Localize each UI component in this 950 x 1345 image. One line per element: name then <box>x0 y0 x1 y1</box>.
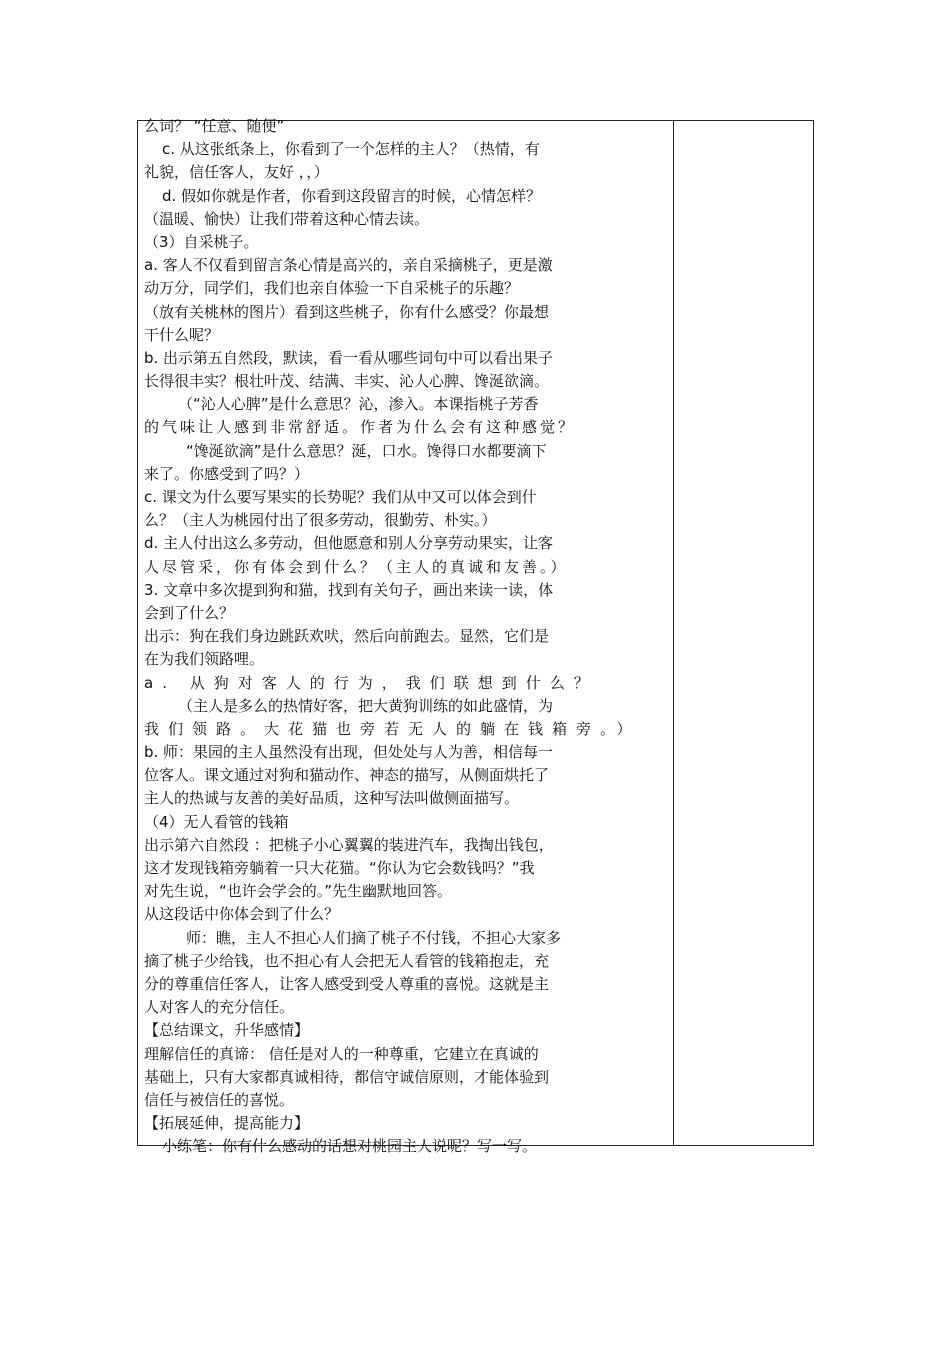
text-line: 在为我们领路哩。 <box>144 650 265 669</box>
text-line: 么？（主人为桃园付出了很多劳动，很勤劳、朴实。） <box>144 511 497 530</box>
text-line: （温暖、愉快）让我们带着这种心情去读。 <box>144 209 430 228</box>
text-line: 主人的热诚与友善的美好品质，这种写法叫做侧面描写。 <box>144 789 520 808</box>
text-line: 会到了什么？ <box>144 603 235 622</box>
text-line: 理解信任的真谛： 信任是对人的一种尊重，它建立在真诚的 <box>144 1044 539 1063</box>
text-line: （放有关桃林的图片）看到这些桃子，你有什么感受？你最想 <box>144 302 550 321</box>
text-line: 么词？ “任意、随便” <box>144 117 285 135</box>
text-line: 师：瞧，主人不担心人们摘了桃子不付钱，不担心大家多 <box>186 928 562 947</box>
text-line: 来了。你感受到了吗？） <box>144 464 310 483</box>
text-line: “馋涎欲滴”是什么意思？涎，口水。馋得口水都要滴下 <box>186 441 547 460</box>
text-line: 从这段话中你体会到了什么？ <box>144 905 340 924</box>
text-line: 的气味让人感到非常舒适。作者为什么会有这种感觉？ <box>144 418 577 437</box>
text-line: 礼貌，信任客人，友好 ，，） <box>144 163 329 182</box>
text-line: 出示：狗在我们身边跳跃欢吠，然后向前跑去。显然，它们是 <box>144 627 550 646</box>
table-column-divider <box>673 120 674 1146</box>
text-line: b. 师：果园的主人虽然没有出现，但处处与人为善，相信每一 <box>144 743 554 762</box>
text-line: c. 课文为什么要写果实的长势呢？我们从中又可以体会到什 <box>144 488 537 506</box>
text-line: 基础上，只有大家都真诚相待，都信守诚信原则，才能体验到 <box>144 1067 550 1086</box>
text-line: 摘了桃子少给钱，也不担心有人会把无人看管的钱箱抱走，充 <box>144 951 550 970</box>
text-line: 长得很丰实？根壮叶茂、结满、丰实、沁人心脾、馋涎欲滴。 <box>144 372 550 391</box>
text-line: 动万分，同学们，我们也亲自体验一下自采桃子的乐趣？ <box>144 279 520 298</box>
text-line: 分的尊重信任客人，让客人感受到受人尊重的喜悦。这就是主 <box>144 974 550 993</box>
text-line: a. 客人不仅看到留言条心情是高兴的，亲自采摘桃子，更是激 <box>144 256 553 275</box>
text-line: 信任与被信任的喜悦。 <box>144 1090 295 1109</box>
text-line: 出示第六自然段 ：把桃子小心翼翼的装进汽车，我掏出钱包， <box>144 835 554 854</box>
text-line: a. 从狗对客人的行为，我们联想到什么？ <box>144 673 598 692</box>
text-line: c. 从这张纸条上，你看到了一个怎样的主人？（热情，有 <box>162 140 540 159</box>
text-line: b. 出示第五自然段，默读，看一看从哪些词句中可以看出果子 <box>144 348 554 367</box>
text-line: 小练笔：你有什么感动的话想对桃园主人说呢？写一写。 <box>162 1137 538 1156</box>
text-line: 3. 文章中多次提到狗和猫，找到有关句子，画出来读一读，体 <box>144 580 554 599</box>
section-heading: 【总结课文，升华感情】 <box>144 1021 310 1040</box>
text-line: （主人是多么的热情好客，把大黄狗训练的如此盛情，为 <box>178 696 554 715</box>
section-heading: （4）无人看管的钱箱 <box>144 812 289 831</box>
section-heading: （3）自采桃子。 <box>144 232 259 251</box>
text-line: 我们领路。大花猫也旁若无人的躺在钱箱旁。） <box>144 719 641 738</box>
text-line: d. 主人付出这么多劳动，但他愿意和别人分享劳动果实，让客 <box>144 534 554 553</box>
text-line: 干什么呢？ <box>144 325 220 344</box>
text-line: 这才发现钱箱旁躺着一只大花猫。“你认为它会数钱吗？”我 <box>144 859 535 877</box>
text-line: 对先生说，“也许会学会的。”先生幽默地回答。 <box>144 882 453 901</box>
text-line: d. 假如你就是作者，你看到这段留言的时候，心情怎样？ <box>162 186 542 205</box>
text-line: 人对客人的充分信任。 <box>144 998 295 1017</box>
section-heading: 【拓展延伸，提高能力】 <box>144 1114 310 1133</box>
text-line: 位客人。课文通过对狗和猫动作、神态的描写，从侧面烘托了 <box>144 766 550 785</box>
text-line: 人尽管采，你有体会到什么？（主人的真诚和友善。） <box>144 557 569 576</box>
lesson-text-cell <box>144 115 672 1158</box>
text-line: （“沁人心脾”是什么意思？沁，渗入。本课指桃子芳香 <box>178 395 539 414</box>
